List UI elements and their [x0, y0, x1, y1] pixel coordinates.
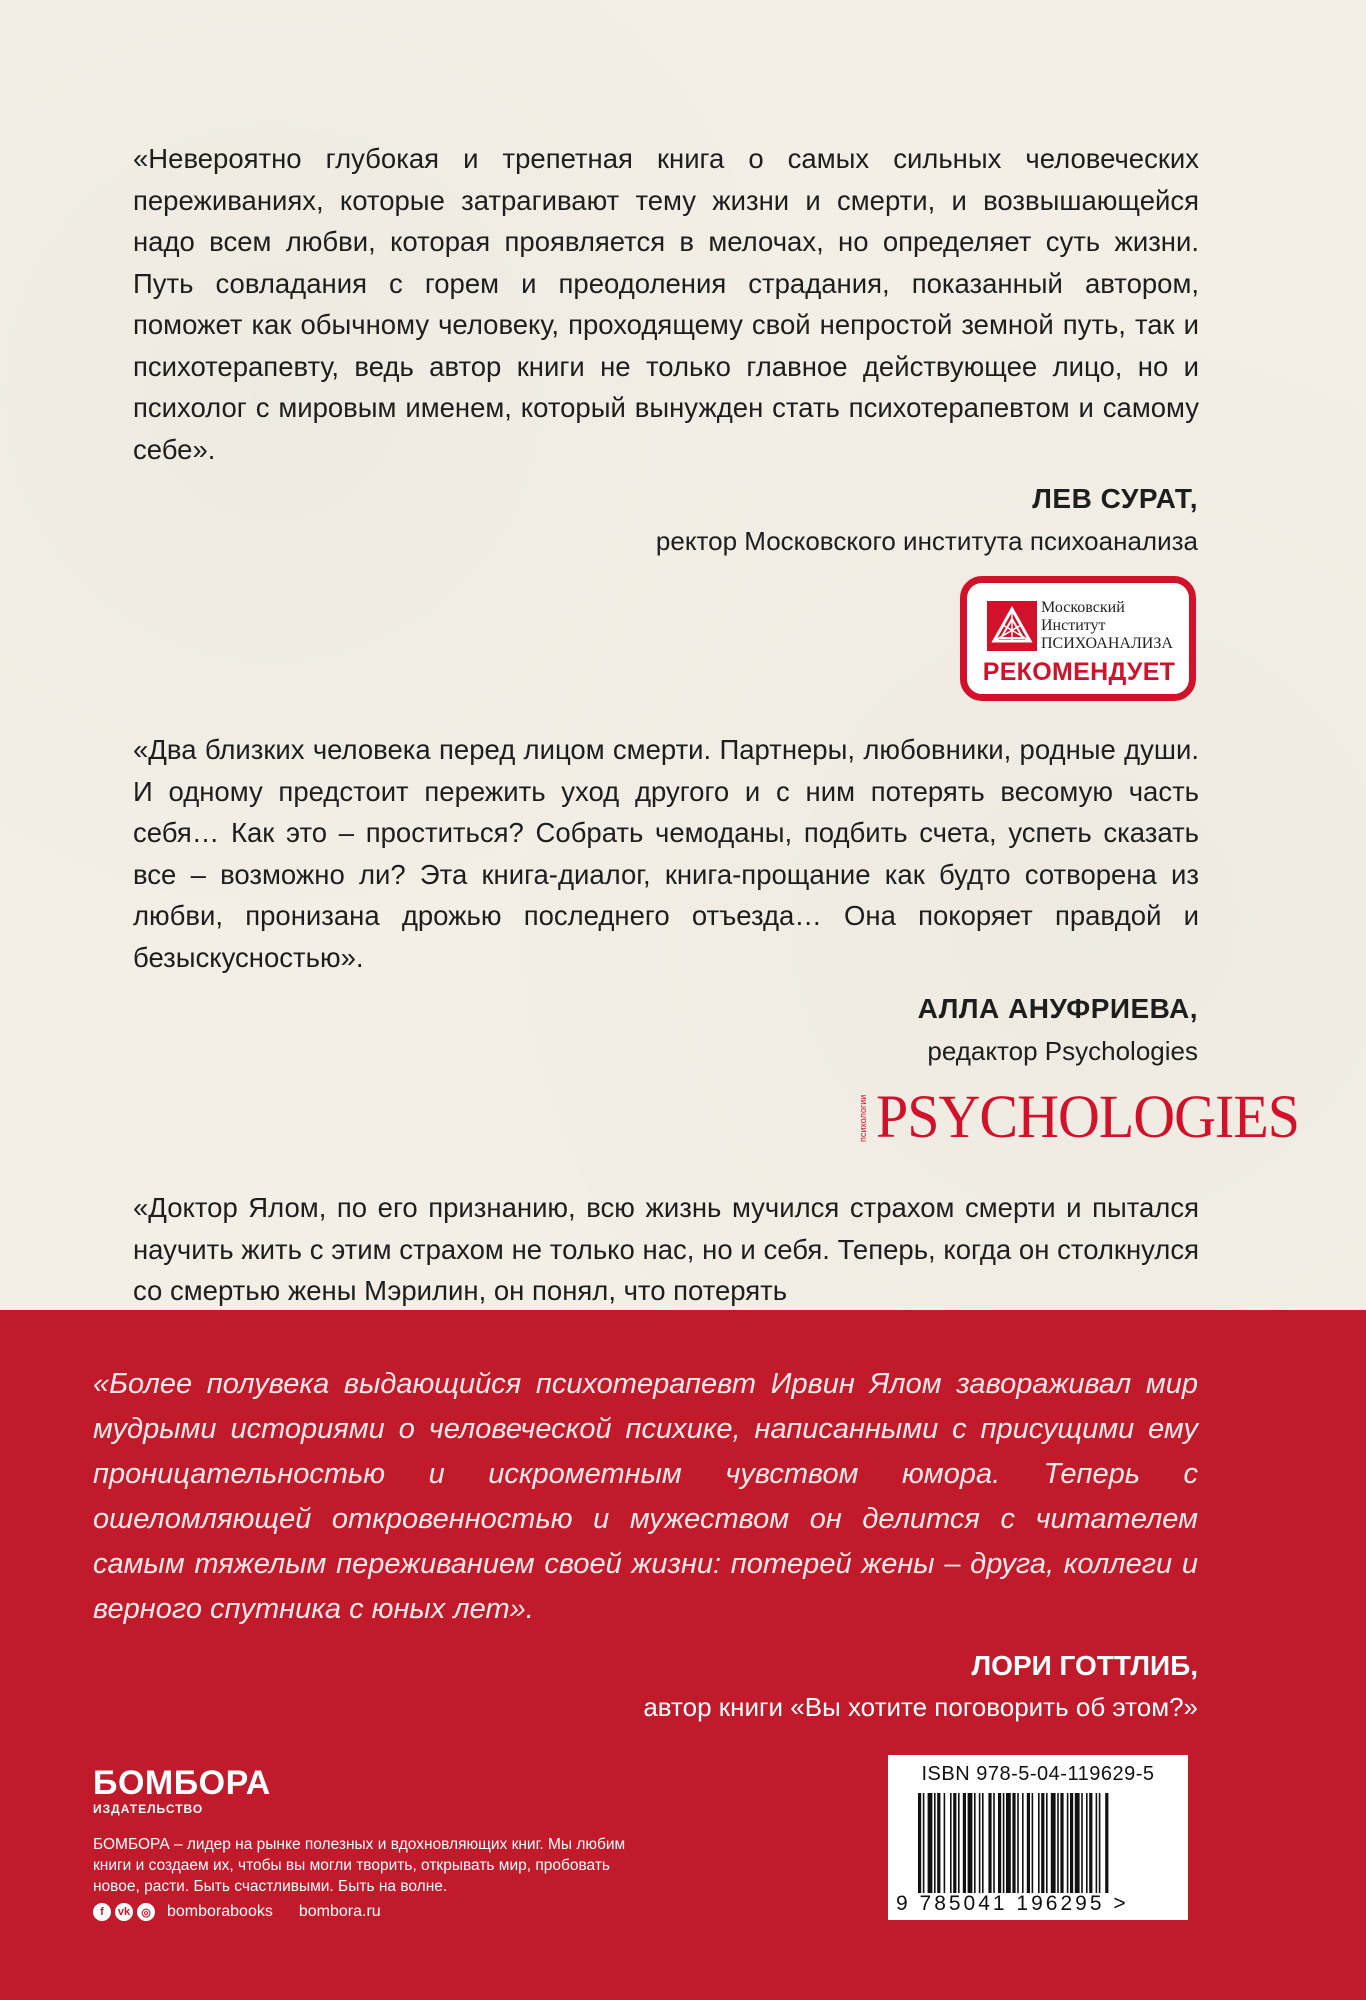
publisher-logo: [93, 1766, 271, 1816]
barcode-bar: [1051, 1793, 1056, 1893]
barcode-bar: [950, 1793, 952, 1893]
barcode-box: [888, 1755, 1188, 1920]
psychologies-logo-small: психологии: [858, 1094, 868, 1142]
author-lev-surat: ЛЕВ СУРАТ,: [1032, 483, 1198, 514]
barcode-bar: [1096, 1793, 1098, 1893]
quote-yalom-truncated: «Доктор Ялом, по его признанию, всю жизнь мучился страхом смерти и пытался научить жить с этим страхом не только нас, но и себя. Теперь, когда он столкнулся со смертью жены Мэрилин, он понял, что потерять: [133, 1192, 1199, 1306]
publisher-name: БОМБОРА: [93, 1764, 271, 1802]
vk-icon[interactable]: vk: [115, 1903, 133, 1921]
barcode-bar: [963, 1793, 966, 1893]
role-lev-surat: ректор Московского института психоанализа: [655, 526, 1198, 556]
barcode-bar: [1099, 1793, 1101, 1893]
barcode-bar: [1038, 1793, 1040, 1893]
social-handle[interactable]: bomborabooks: [167, 1903, 273, 1920]
role-alla-anufrieva: редактор Psychologies: [927, 1036, 1198, 1066]
author-alla-anufrieva: АЛЛА АНУФРИЕВА,: [917, 993, 1198, 1024]
barcode-bar: [1003, 1793, 1005, 1893]
barcode-bar: [998, 1793, 1001, 1893]
barcode-bar: [974, 1793, 976, 1893]
barcode-bar: [988, 1793, 991, 1893]
role-lori-gottlieb: автор книги «Вы хотите поговорить об этом?»: [643, 1692, 1198, 1722]
badge-line-3: ПСИХОАНАЛИЗА: [1041, 635, 1173, 652]
barcode-bars: [918, 1793, 1158, 1893]
quote-alla-anufrieva: «Два близких человека перед лицом смерти. Партнеры, любовники, родные души. И одному предстоит пережить уход другого и с ним потерять весомую часть себя… Как это – проститься? Собрать чемоданы, подбить счета, успеть сказать все – возможно ли? Эта книга-диалог, книга-прощание как будто сотворена из любви, пронизана дрожью последнего отъезда… Она покоряет правдой и безыскусностью».: [133, 734, 1199, 973]
barcode-bar: [1046, 1793, 1048, 1893]
publisher-social: [93, 1903, 381, 1921]
mip-triangle-icon: [987, 601, 1037, 651]
barcode-bar: [1105, 1793, 1108, 1893]
barcode-bar: [918, 1793, 921, 1893]
isbn-text: ISBN 978-5-04-119629-5: [921, 1763, 1155, 1785]
barcode-digits: 9 785041 196295 >: [896, 1892, 1129, 1915]
psychologies-logo: [858, 1082, 1300, 1152]
barcode-bar: [1086, 1793, 1088, 1893]
publisher-subtitle: ИЗДАТЕЛЬСТВО: [93, 1802, 204, 1816]
barcode-bar: [1012, 1793, 1015, 1893]
barcode-bar: [1089, 1793, 1092, 1893]
barcode-bar: [1081, 1793, 1083, 1893]
barcode-bar: [934, 1793, 936, 1893]
barcode-bar: [1022, 1793, 1024, 1893]
barcode-bar: [1041, 1793, 1044, 1893]
badge-recommends: РЕКОМЕНДУЕТ: [982, 658, 1176, 686]
barcode-bar: [1027, 1793, 1030, 1893]
publisher-website[interactable]: bombora.ru: [298, 1903, 381, 1920]
barcode-bar: [1006, 1793, 1011, 1893]
barcode-bar: [993, 1793, 995, 1893]
badge-line-1: Московский: [1041, 599, 1125, 616]
barcode-bar: [1057, 1793, 1059, 1893]
barcode-bar: [928, 1793, 933, 1893]
quote-lev-surat: «Невероятно глубокая и трепетная книга о самых сильных человеческих переживаниях, которые затрагивают тему жизни и смерти, и возвышающейся надо всем любви, которая проявляется в мелочах, но определяет суть жизни. Путь совладания с горем и преодоления страдания, показанный автором, поможет как обычному человеку, проходящему свой непростой земной путь, так и психотерапевту, ведь автор книги не только главное действующее лицо, но и психолог с мировым именем, который вынужден стать психотерапевтом и самому себе».: [133, 143, 1199, 465]
barcode-bar: [968, 1793, 973, 1893]
barcode-bar: [982, 1793, 984, 1893]
barcode-bar: [979, 1793, 981, 1893]
barcode-bar: [923, 1793, 925, 1893]
barcode-bar: [958, 1793, 960, 1893]
publisher-description: БОМБОРА – лидер на рынке полезных и вдохновляющих книг. Мы любим книги и создаем их, чтобы вы могли творить, открывать мир, пробовать новое, расти. Быть счастливыми. Быть на волне.: [93, 1836, 626, 1895]
quote-lori-gottlieb: «Более полувека выдающийся психотерапевт Ирвин Ялом завораживал мир мудрыми историями о человеческой психике, написанными с присущими ему проницательностью и искрометным чувством юмора. Теперь с ошеломляющей откровенностью и мужеством он делится с читателем самым тяжелым переживанием своей жизни: потерей жены – друга, коллеги и верного спутника с юных лет».: [93, 1368, 1198, 1625]
barcode-bar: [1032, 1793, 1034, 1893]
barcode-bar: [1067, 1793, 1069, 1893]
barcode-bar: [953, 1793, 956, 1893]
instagram-icon[interactable]: ◎: [137, 1903, 155, 1921]
barcode-bar: [1075, 1793, 1080, 1893]
barcode-bar: [944, 1793, 946, 1893]
badge-line-2: Институт: [1041, 617, 1106, 634]
barcode-bar: [1017, 1793, 1019, 1893]
barcode-bar: [937, 1793, 940, 1893]
author-lori-gottlieb: ЛОРИ ГОТТЛИБ,: [971, 1650, 1198, 1681]
mip-recommends-badge: [960, 576, 1196, 701]
barcode-bar: [1060, 1793, 1063, 1893]
facebook-icon[interactable]: f: [93, 1903, 111, 1921]
barcode-bar: [1070, 1793, 1073, 1893]
psychologies-logo-main: PSYCHOLOGIES: [876, 1082, 1300, 1151]
